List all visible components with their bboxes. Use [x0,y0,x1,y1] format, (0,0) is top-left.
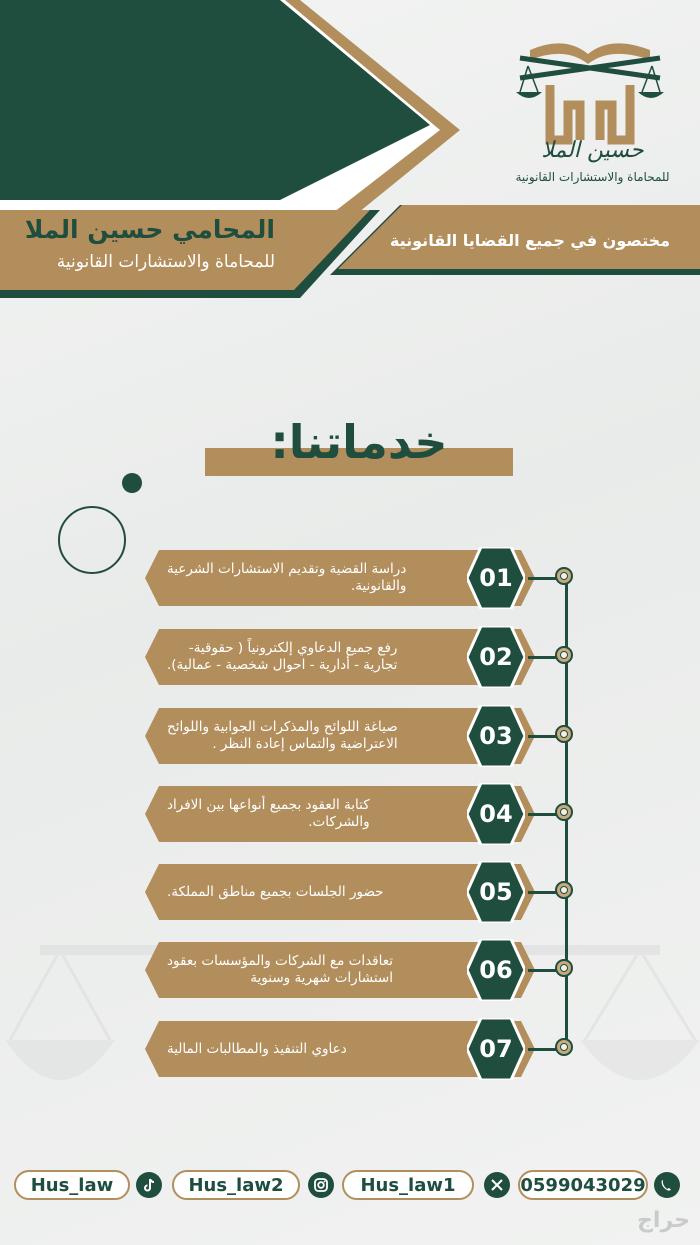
logo-subtitle: للمحاماة والاستشارات القانونية [515,170,670,184]
service-node [555,567,573,585]
contact-hus-law2[interactable]: Hus_law2 [172,1170,300,1200]
services-title: خدماتنا: [270,415,448,469]
service-text: دعاوي التنفيذ والمطالبات المالية [167,1040,347,1057]
service-node [555,959,573,977]
decor-dot [122,473,142,493]
service-item-2 [145,629,535,685]
contact-hus-law1[interactable]: Hus_law1 [342,1170,474,1200]
service-text: رفع جميع الدعاوي إلكترونياً ( حقوقية- تجارية - أدارية - احوال شخصية - عمالية). [167,640,398,673]
service-text: صياغة اللوائح والمذكرات الجوابية واللوائح الاعتراضية والتماس إعادة النظر . [167,719,398,752]
service-text: حضور الجلسات بجميع مناطق المملكة. [167,883,384,900]
contact-hus-law[interactable]: Hus_law [14,1170,130,1200]
service-number: 07 [479,1035,513,1063]
x-twitter-icon[interactable] [484,1172,510,1198]
service-connector [528,577,558,580]
service-item-3 [145,708,535,764]
instagram-icon[interactable] [308,1172,334,1198]
scales-book-logo-icon [510,30,670,150]
service-item-5 [145,864,535,920]
service-text: دراسة القضية وتقديم الاستشارات الشرعية والقانونية. [167,561,407,594]
service-number: 03 [479,722,513,750]
phone-whatsapp-icon[interactable] [654,1172,680,1198]
service-connector [528,891,558,894]
service-node [555,725,573,743]
decor-ring [58,506,126,574]
tiktok-icon[interactable] [136,1172,162,1198]
service-number: 01 [479,564,513,592]
lawyer-subtitle: للمحاماة والاستشارات القانونية [56,252,275,272]
haraj-watermark: حراج [637,1208,690,1233]
service-node [555,646,573,664]
service-node [555,803,573,821]
service-item-6 [145,942,535,998]
lawyer-name: المحامي حسين الملا [24,215,275,244]
service-text: كتابة العقود بجميع أنواعها بين الافراد والشركات. [167,797,370,830]
service-item-4 [145,786,535,842]
service-number: 05 [479,878,513,906]
service-connector [528,969,558,972]
contact-phone[interactable]: 0599043029 [518,1170,648,1200]
logo-script-name: حسين الملا [541,138,644,163]
specialty-text: مختصون في جميع القضايا القانونية [389,231,671,250]
service-number: 04 [479,800,513,828]
service-connector [528,1048,558,1051]
service-text: تعاقدات مع الشركات والمؤسسات بعقود استشارات شهرية وسنوية [167,953,393,986]
service-connector [528,735,558,738]
service-connector [528,656,558,659]
service-node [555,881,573,899]
service-connector [528,813,558,816]
service-node [555,1038,573,1056]
service-item-1 [145,550,535,606]
service-number: 06 [479,956,513,984]
service-item-7 [145,1021,535,1077]
service-number: 02 [479,643,513,671]
